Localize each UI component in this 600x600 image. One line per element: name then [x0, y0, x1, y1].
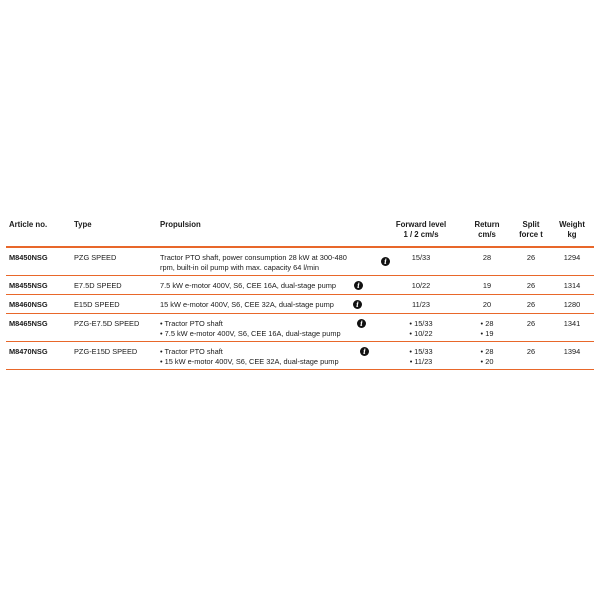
- propulsion-description: [160, 347, 339, 367]
- header-forward-line-2: 1 / 2 cm/s: [403, 230, 439, 239]
- table-row: [6, 248, 594, 276]
- info-icon[interactable]: i: [357, 319, 366, 328]
- info-icon[interactable]: i: [354, 281, 363, 290]
- article-number: M8450NSG: [9, 253, 48, 262]
- split-force: 26: [526, 281, 536, 290]
- product-type: PZG SPEED: [74, 253, 117, 262]
- return-speed: 20: [482, 300, 492, 309]
- propulsion-description: [160, 253, 347, 273]
- article-number: M8455NSG: [9, 281, 48, 290]
- return-speed: 28: [482, 253, 492, 262]
- product-type: PZG-E7.5D SPEED: [74, 319, 140, 328]
- propulsion-bullet: • 15 kW e-motor 400V, S6, CEE 32A, dual-stage pump: [160, 357, 339, 367]
- forward-level: [386, 347, 456, 367]
- forward-level: 10/22: [411, 281, 431, 290]
- weight: 1294: [563, 253, 581, 262]
- header-return-line-2: cm/s: [478, 230, 496, 239]
- header-split-line-2: force t: [519, 230, 543, 239]
- table-row: [6, 314, 594, 342]
- forward-level-bullet: • 15/33: [386, 347, 456, 357]
- forward-level: [386, 319, 456, 339]
- propulsion-line: rpm, built-in oil pump with max. capacity 64 l/min: [160, 263, 319, 272]
- spec-table: [6, 216, 594, 370]
- return-speed-bullet: • 20: [466, 357, 508, 367]
- return-speed: 19: [482, 281, 492, 290]
- return-speed: [466, 319, 508, 339]
- split-force: 26: [526, 347, 536, 356]
- header-return: [466, 220, 508, 240]
- table-header-row: [6, 216, 594, 248]
- header-type: Type: [74, 220, 92, 229]
- propulsion-description: 15 kW e-motor 400V, S6, CEE 32A, dual-stage pump: [160, 300, 334, 309]
- weight: 1314: [563, 281, 581, 290]
- table-row: [6, 342, 594, 370]
- weight: 1341: [563, 319, 581, 328]
- product-type: PZG-E15D SPEED: [74, 347, 138, 356]
- forward-level-bullet: • 15/33: [386, 319, 456, 329]
- return-speed-bullet: • 28: [466, 347, 508, 357]
- split-force: 26: [526, 253, 536, 262]
- header-split-line-1: Split: [522, 220, 540, 229]
- propulsion-line: Tractor PTO shaft, power consumption 28 kW at 300-480: [160, 253, 347, 262]
- return-speed: [466, 347, 508, 367]
- header-weight-line-2: kg: [567, 230, 577, 239]
- forward-level-bullet: • 11/23: [386, 357, 456, 367]
- propulsion-bullet: • Tractor PTO shaft: [160, 347, 339, 357]
- header-article: Article no.: [9, 220, 48, 229]
- forward-level: 15/33: [411, 253, 431, 262]
- info-icon[interactable]: i: [381, 257, 390, 266]
- header-weight: [554, 220, 590, 240]
- header-weight-line-1: Weight: [559, 220, 585, 229]
- header-return-line-1: Return: [474, 220, 500, 229]
- propulsion-description: 7.5 kW e-motor 400V, S6, CEE 16A, dual-stage pump: [160, 281, 336, 290]
- info-icon[interactable]: i: [360, 347, 369, 356]
- forward-level-bullet: • 10/22: [386, 329, 456, 339]
- table-row: [6, 276, 594, 295]
- propulsion-description: [160, 319, 341, 339]
- header-forward-line-1: Forward level: [395, 220, 447, 229]
- header-propulsion: Propulsion: [160, 220, 201, 229]
- weight: 1280: [563, 300, 581, 309]
- article-number: M8460NSG: [9, 300, 48, 309]
- header-split-force: [512, 220, 550, 240]
- weight: 1394: [563, 347, 581, 356]
- info-icon[interactable]: i: [353, 300, 362, 309]
- header-forward-level: [386, 220, 456, 240]
- forward-level: 11/23: [412, 300, 430, 309]
- article-number: M8470NSG: [9, 347, 48, 356]
- return-speed-bullet: • 19: [466, 329, 508, 339]
- propulsion-bullet: • Tractor PTO shaft: [160, 319, 341, 329]
- article-number: M8465NSG: [9, 319, 48, 328]
- table-row: [6, 295, 594, 314]
- split-force: 26: [526, 300, 536, 309]
- product-type: E7.5D SPEED: [74, 281, 122, 290]
- product-type: E15D SPEED: [74, 300, 120, 309]
- split-force: 26: [526, 319, 536, 328]
- return-speed-bullet: • 28: [466, 319, 508, 329]
- propulsion-bullet: • 7.5 kW e-motor 400V, S6, CEE 16A, dual-stage pump: [160, 329, 341, 339]
